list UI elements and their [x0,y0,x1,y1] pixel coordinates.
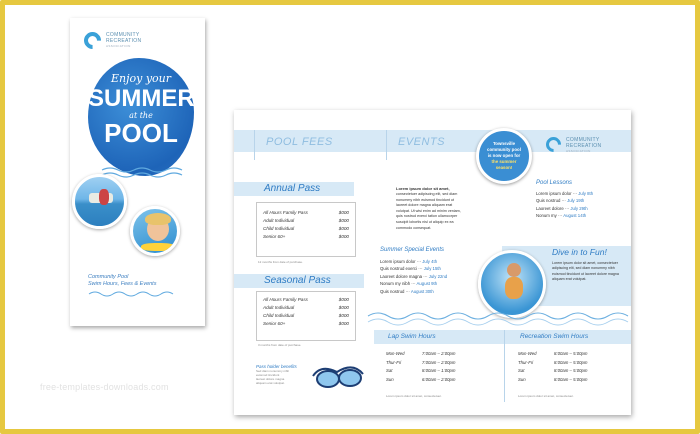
hours-row: Thur-Fri 7:00am – 2:00pm [386,359,456,365]
band-divider [386,130,387,160]
benefits-line: Sed diam nonummy nibh [256,369,290,373]
logo-line1: COMMUNITY [566,137,600,143]
logo-line2: RECREATION [106,38,142,44]
band-divider [254,130,255,160]
intro-text: consectetuer adipiscing elit, sed diam nonummy nibh euismod tincidunt ut laoreet dolore magna aliquam erat volutpat. Ut wisi enim ad minim veniam, quis nostrud exerci tation ullamcorper suscipit lobortis nisl ut aliquip ex ea commodo consequat. [396,192,461,230]
fee-row: Child Individual $000 [263,226,349,231]
hours-row: Sat 8:00am – 5:00pm [518,368,588,374]
fee-row: All Hours Family Pass $000 [263,297,349,302]
front-footer [88,274,156,288]
bubble-line3: is now open for [487,153,521,158]
benefits-line: euismod tincidunt [256,373,280,377]
footer-line2: Swim Hours, Fees & Events [88,281,157,287]
logo-line2: RECREATION [566,143,602,149]
fee-row: Adult Individual $000 [263,218,349,223]
front-logo [106,32,141,48]
logo-line1: COMMUNITY [106,32,140,38]
event-row: Nonum my nibh ··· August 9th [380,281,438,287]
special-events-list [380,258,447,295]
bubble-line1: Townsville [492,141,516,146]
intro-lead: Lorem ipsum dolor sit amet, [396,186,450,191]
rec-hours-note: Lorem ipsum dolor sit amet, consectetuer. [518,394,574,398]
cover-line3: at the [129,111,153,120]
cover-line2: SUMMER [88,85,195,112]
fee-row: Senior 60+ $000 [263,234,349,239]
lesson-row: Lorem ipsum dolor ··· July 8th [536,191,594,196]
special-events-title: Summer Special Events [380,247,445,253]
hours-row: Mon-Wed 7:00am – 2:00pm [386,351,456,356]
swim-goggles-icon [310,362,368,392]
cover-line1: Enjoy your [110,72,172,85]
hours-row: Sun 6:00am – 2:00pm [386,376,456,382]
seasonal-fee-box [256,291,356,341]
intro-block [396,186,466,231]
event-row: Quis nostrud exerci ··· July 15th [380,266,441,272]
hours-row: Mon-Wed 8:00am – 5:00pm [518,351,588,356]
brochure-front-panel [70,18,205,326]
rec-hours-title: Recreation Swim Hours [520,333,589,340]
watermark-text: free-templates-downloads.com [40,382,169,392]
lesson-row: Quis nostrud ··· July 19th [536,198,585,204]
watercolor-splash [88,58,194,176]
lesson-row: Nonum my ··· August 14th [536,213,587,219]
event-row: Laoreet dolore magna ··· July 22nd [380,273,448,279]
wave-divider-icon [366,310,631,326]
tab-pool-fees: POOL FEES [266,136,333,148]
lesson-row: Laoreet dolore ··· July 29th [536,205,588,211]
pool-lessons-list [536,190,593,220]
hours-row: Sat 8:00am – 1:00pm [386,368,456,374]
footer-wave-icon [88,290,184,298]
splash-kid-photo [478,250,546,318]
lap-hours-note: Lorem ipsum dolor sit amet, consectetuer. [386,394,442,398]
annual-fee-box [256,202,356,257]
open-season-bubble [476,128,532,184]
lap-hours-list [386,350,486,384]
lap-hours-title: Lap Swim Hours [388,333,436,340]
brochure-inside-spread [234,110,631,415]
fee-row: Child Individual $000 [263,313,349,318]
logo-line3: ASSOCIATION [566,149,591,153]
tab-events: EVENTS [398,136,446,148]
dive-title: Dive in to Fun! [552,247,607,257]
bubble-line5: season! [495,165,513,170]
logo-c-icon [80,28,104,52]
fee-row: All Hours Family Pass $000 [263,210,349,215]
hours-divider [504,330,505,402]
benefits-block [256,364,297,385]
logo-line3: ASSOCIATION [106,44,131,48]
seasonal-note: 3 months from date of purchase. [258,343,302,347]
benefits-line: laoreet dolore magna [256,377,285,381]
annual-note: 12 months from date of purchase. [258,260,303,264]
fee-row: Senior 60+ $000 [263,321,349,326]
event-row: Lorem ipsum dolor ··· July 4th [380,259,438,264]
cover-line4: POOL [104,118,178,148]
bubble-line4: the summer [491,159,517,164]
pool-jump-photo [72,174,127,229]
bubble-line2: community pool [487,147,521,152]
rec-hours-list [518,350,618,384]
annual-pass-title: Annual Pass [264,183,321,194]
pool-lessons-title: Pool Lessons [536,180,573,186]
hours-row: Thur-Fri 8:00am – 5:00pm [518,359,588,365]
girl-in-pool-photo [130,206,180,256]
event-row: Quis nostrud ··· August 30th [380,288,434,294]
dive-text: Lorem ipsum dolor sit amet, consectetuer adipiscing elit, sed diam nonummy nibh euismod tincidunt ut laoreet dolore magna aliquam erat volutpat. [552,261,619,282]
footer-line1: Community Pool [88,274,129,280]
seasonal-pass-title: Seasonal Pass [264,275,331,286]
inside-logo [566,137,601,153]
benefits-line: aliquam erat volutpat. [256,381,285,385]
benefits-title: Pass holder benefits [256,364,297,369]
hours-row: Sun 8:00am – 5:00pm [518,376,588,382]
fee-row: Adult Individual $000 [263,305,349,310]
